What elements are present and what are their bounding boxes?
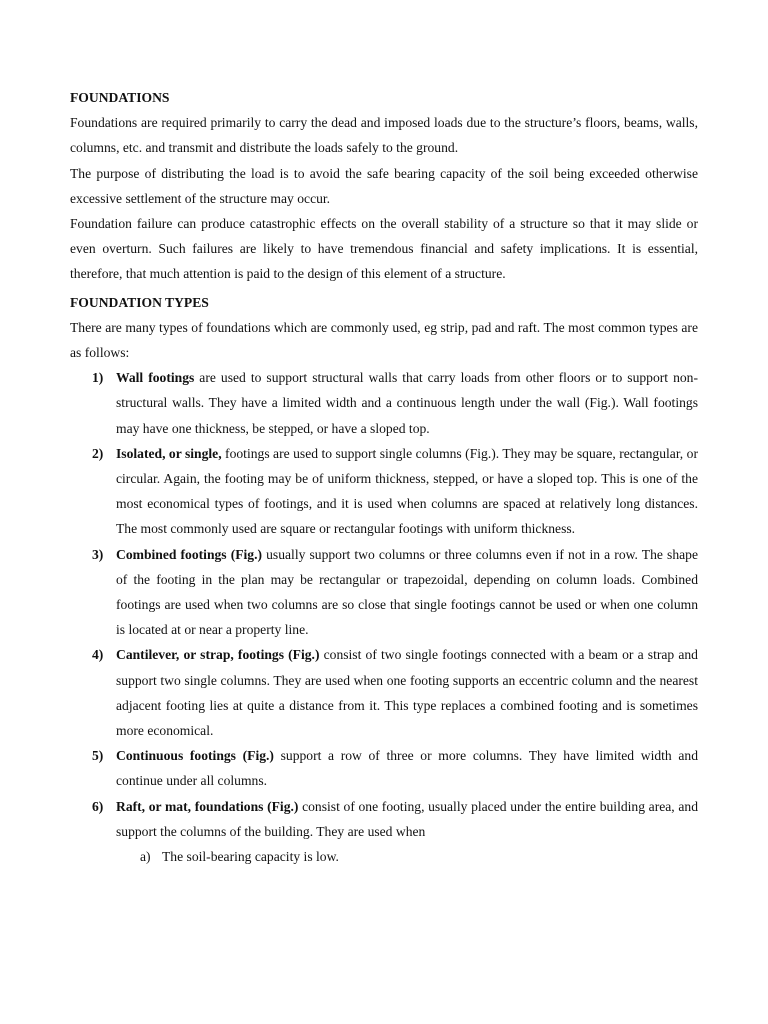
list-item-text: footings are used to support single columns (Fig.). They may be square, rectangular, or circular. Again, the footing may be of uniform thickness, stepped, or have a sloped top. This is one of the most economical types of footings, and it is used when columns are spaced at relatively long distances. The most commonly used are square or rectangular footings with uniform thickness.: [116, 445, 698, 537]
raft-conditions-list: [116, 844, 698, 869]
list-item-lead: Raft, or mat, foundations (Fig.): [116, 798, 299, 814]
paragraph: The purpose of distributing the load is to avoid the safe bearing capacity of the soil being exceeded otherwise excessive settlement of the structure may occur.: [70, 165, 698, 206]
list-item-text: support a row of three or more columns. They have limited width and continue under all columns.: [116, 748, 698, 789]
list-item-text: usually support two columns or three columns even if not in a row. The shape of the footing in the plan may be rectangular or trapezoidal, depending on column loads. Combined footings are used when two columns are so close that single footings cannot be used or when one column is located at or near a property line.: [116, 546, 698, 638]
foundation-types-list: [70, 365, 698, 869]
sub-list-item: [116, 844, 698, 869]
list-number: 6): [92, 798, 104, 814]
document-page: [70, 85, 698, 869]
list-item-text: are used to support structural walls that carry loads from other floors or to support non-structural walls. They have a limited width and a continuous length under the wall (Fig.). Wall footings may have one thickness, be stepped, or have a sloped top.: [116, 370, 698, 436]
list-item-lead: Cantilever, or strap, footings (Fig.): [116, 647, 320, 663]
list-item-lead: Isolated, or single,: [116, 445, 222, 461]
list-item: [70, 441, 698, 542]
list-item: [70, 743, 698, 793]
list-number: 2): [92, 445, 104, 461]
sub-list-number: a): [140, 849, 151, 865]
list-item-text: consist of two single footings connected with a beam or a strap and support two single columns. They are used when one footing supports an eccentric column and the nearest adjacent footing lies at quite a distance from it. This type replaces a combined footing and is sometimes more economical.: [116, 647, 698, 739]
list-item: [70, 542, 698, 643]
section-heading: FOUNDATION TYPES: [70, 294, 209, 310]
list-item: [70, 642, 698, 743]
list-number: 5): [92, 748, 104, 764]
section-intro: There are many types of foundations which are commonly used, eg strip, pad and raft. The most common types are as follows:: [70, 319, 698, 361]
sub-list-text: The soil-bearing capacity is low.: [162, 849, 339, 865]
list-item: [70, 794, 698, 870]
list-number: 1): [92, 370, 104, 386]
list-number: 3): [92, 546, 104, 562]
list-item-lead: Wall footings: [116, 370, 195, 386]
paragraph: Foundation failure can produce catastrophic effects on the overall stability of a structure so that it may slide or even overturn. Such failures are likely to have tremendous financial and safety implications. It is essential, therefore, that much attention is paid to the design of this element of a structure.: [70, 216, 698, 282]
list-item-lead: Combined footings (Fig.): [116, 546, 263, 562]
list-item-text: consist of one footing, usually placed under the entire building area, and support the columns of the building. They are used when: [116, 798, 698, 839]
page-title: FOUNDATIONS: [70, 90, 170, 105]
paragraph: Foundations are required primarily to carry the dead and imposed loads due to the structure’s floors, beams, walls, columns, etc. and transmit and distribute the loads safely to the ground.: [70, 115, 698, 156]
list-number: 4): [92, 647, 104, 663]
list-item-lead: Continuous footings (Fig.): [116, 748, 274, 764]
list-item: [70, 365, 698, 441]
